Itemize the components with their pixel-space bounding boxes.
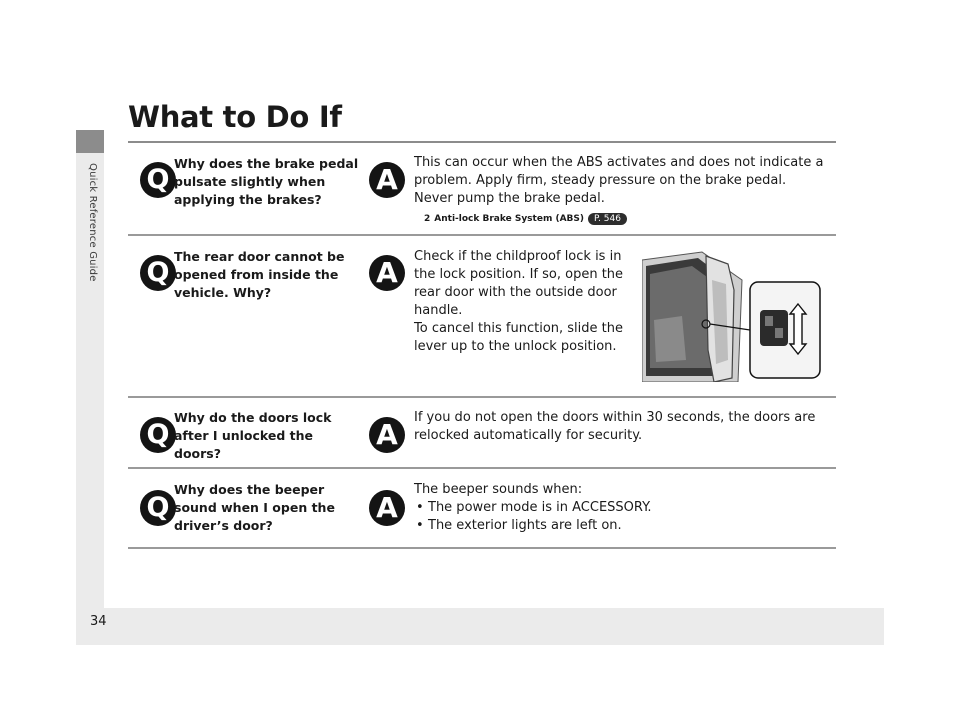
section-side-label: Quick Reference Guide bbox=[87, 163, 98, 282]
childproof-lock-illustration bbox=[642, 250, 824, 382]
answer-badge-icon: A bbox=[369, 417, 405, 453]
question-badge-icon: Q bbox=[140, 490, 176, 526]
answer-badge-icon: A bbox=[369, 255, 405, 291]
answer-line: lever up to the unlock position. bbox=[414, 339, 617, 354]
answer-block bbox=[414, 481, 824, 535]
row-divider bbox=[128, 547, 836, 549]
row-divider bbox=[128, 396, 836, 398]
question-text: Why does the brake pedal pulsate slightly when applying the brakes? bbox=[174, 156, 359, 207]
question-badge-icon: Q bbox=[140, 255, 176, 291]
page-number: 34 bbox=[90, 614, 107, 629]
question-text: Why do the doors lock after I unlocked the doors? bbox=[174, 410, 332, 461]
list-item: • The exterior lights are left on. bbox=[414, 517, 824, 535]
answer-text: This can occur when the ABS activates and does not indicate a problem. Apply firm, steady pressure on the brake pedal. Never pump the brake pedal. bbox=[414, 155, 824, 206]
answer-line: Check if the childproof lock is in bbox=[414, 249, 622, 264]
question-text: Why does the beeper sound when I open the driver’s door? bbox=[174, 482, 335, 533]
answer-text: The beeper sounds when: bbox=[414, 482, 583, 497]
reference-label[interactable]: Anti-lock Brake System (ABS) bbox=[434, 214, 584, 224]
row-divider bbox=[128, 234, 836, 236]
answer-line: To cancel this function, slide the bbox=[414, 321, 623, 336]
answer-block bbox=[414, 154, 824, 228]
answer-badge-icon: A bbox=[369, 490, 405, 526]
question-badge-icon: Q bbox=[140, 162, 176, 198]
answer-badge-icon: A bbox=[369, 162, 405, 198]
reference-arrow-icon: 2 bbox=[424, 214, 431, 224]
section-tab bbox=[76, 130, 104, 153]
answer-text: If you do not open the doors within 30 seconds, the doors are relocked automatically for security. bbox=[414, 410, 816, 443]
page-title: What to Do If bbox=[128, 100, 342, 134]
answer-line: the lock position. If so, open the bbox=[414, 267, 624, 282]
row-divider bbox=[128, 467, 836, 469]
answer-line: handle. bbox=[414, 303, 463, 318]
question-text: The rear door cannot be opened from inside the vehicle. Why? bbox=[174, 249, 345, 300]
list-item: • The power mode is in ACCESSORY. bbox=[414, 499, 824, 517]
answer-bullet-list bbox=[414, 499, 824, 535]
cross-reference[interactable] bbox=[414, 210, 824, 228]
question-badge-icon: Q bbox=[140, 417, 176, 453]
title-divider bbox=[128, 141, 836, 143]
answer-block bbox=[414, 248, 634, 356]
answer-line: rear door with the outside door bbox=[414, 285, 617, 300]
reference-page-link[interactable]: P. 546 bbox=[588, 213, 627, 225]
